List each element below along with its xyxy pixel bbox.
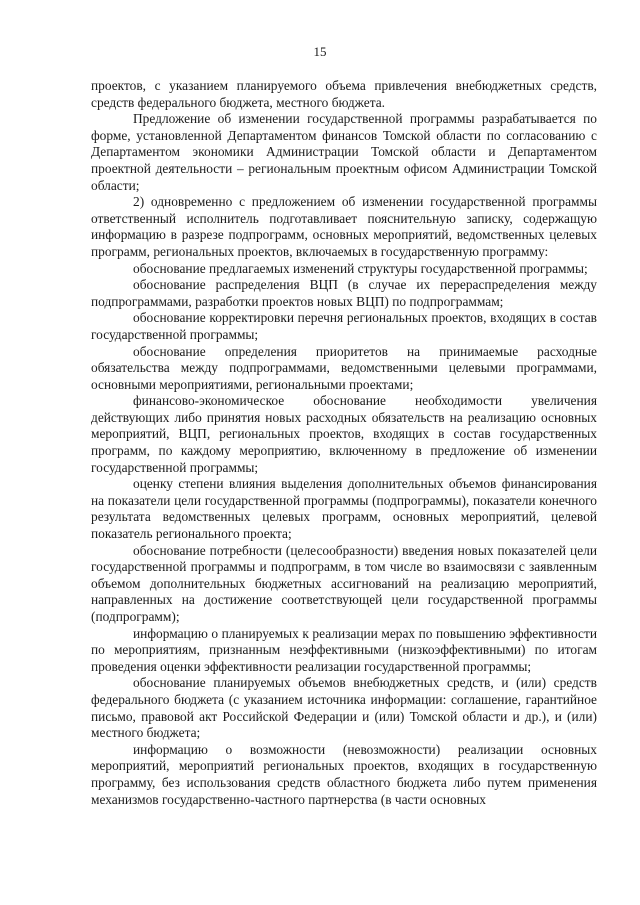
paragraph: Предложение об изменении государственной программы разрабатывается по форме, установленной Департаментом финансов Томской области по согласованию с Департаментом экономики Администрации Томской области и Департаментом проектной деятельности – региональным проектным офисом Администрации Томской области;	[91, 111, 597, 193]
document-body	[91, 78, 597, 808]
paragraph: 2) одновременно с предложением об изменении государственной программы ответственный исполнитель подготавливает пояснительную записку, содержащую информацию в разрезе подпрограмм, основных мероприятий, ведомственных целевых программ, региональных проектов, включаемых в государственную программу:	[91, 194, 597, 259]
page-number: 15	[313, 44, 327, 59]
paragraph: обоснование потребности (целесообразности) введения новых показателей цели государственной программы и подпрограмм, в том числе во взаимосвязи с заявленным объемом дополнительных бюджетных ассигнований на реализацию мероприятий, направленных на достижение соответствующей цели государственной программы (подпрограмм);	[91, 542, 597, 624]
paragraph: обоснование корректировки перечня региональных проектов, входящих в состав государственной программы;	[91, 310, 597, 342]
paragraph: финансово-экономическое обоснование необходимости увеличения действующих либо принятия новых расходных обязательств на реализацию основных мероприятий, ВЦП, региональных проектов, входящих в состав государственных программ, по каждому мероприятию, включенному в предложение об изменении государственной программы;	[91, 393, 597, 475]
paragraph: обоснование определения приоритетов на принимаемые расходные обязательства между подпрограммами, ведомственными целевыми программами, основными мероприятиями, региональными проектами;	[91, 343, 597, 392]
paragraph: обоснование предлагаемых изменений структуры государственной программы;	[133, 260, 588, 276]
paragraph: обоснование распределения ВЦП (в случае их перераспределения между подпрограммами, разработки проектов новых ВЦП) по подпрограммам;	[91, 277, 597, 309]
paragraph: оценку степени влияния выделения дополнительных объемов финансирования на показатели цели государственной программы (подпрограммы), показатели конечного результата ведомственных целевых программ, основных мероприятий, целевой показатель регионального проекта;	[91, 476, 597, 542]
paragraph: обоснование планируемых объемов внебюджетных средств, и (или) средств федерального бюджета (с указанием источника информации: соглашение, гарантийное письмо, правовой акт Российской Федерации и (или) Томской области и др.), и (или) местного бюджета;	[91, 675, 597, 741]
paragraph: проектов, с указанием планируемого объема привлечения внебюджетных средств, средств федерального бюджета, местного бюджета.	[91, 78, 597, 110]
paragraph: информацию о возможности (невозможности) реализации основных мероприятий, мероприятий региональных проектов, входящих в государственную программу, без использования средств областного бюджета либо путем применения механизмов государственно-частного партнерства (в части основных	[91, 741, 597, 807]
paragraph: информацию о планируемых к реализации мерах по повышению эффективности по мероприятиям, признанным неэффективными (низкоэффективными) по итогам проведения оценки эффективности реализации государственной программы;	[91, 625, 597, 674]
